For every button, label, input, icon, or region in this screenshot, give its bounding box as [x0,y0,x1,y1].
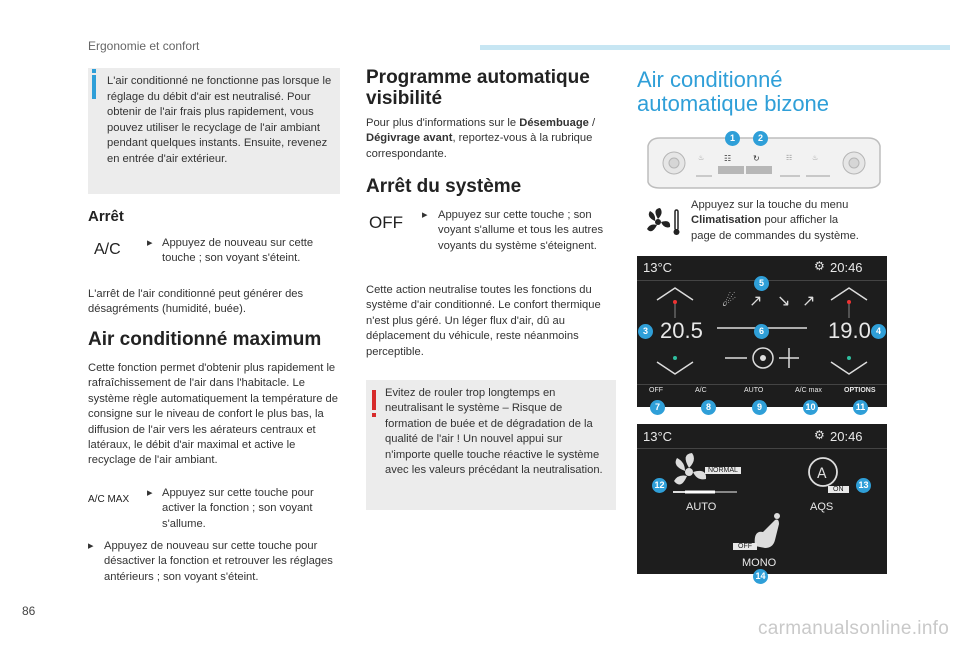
warning-text: Evitez de rouler trop longtemps en neutralisant le système – Risque de formation de buée et de dégradation de la qualité de l'air ! Un nouvel appui sur n'importe quelle touche réactive le système avec les valeurs précédant la neutralisation. [385,387,603,477]
bullet-icon: ▸ [422,209,428,221]
mono-off-badge: OFF [733,543,757,550]
settings-gear-icon[interactable]: ⚙ [814,428,825,442]
prog-auto-title: Programme automatique visibilité [366,67,590,109]
bizone-title-line2: automatique bizone [637,91,830,116]
arret-systeme-step: Appuyez sur cette touche ; son voyant s'allume et tous les autres voyants du système s'éteignent. [438,209,604,252]
outside-temperature: 13°C [643,260,673,275]
bizone-menu-text: Appuyez sur la touche du menu Climatisation pour afficher la page de commandes du système. [691,199,859,242]
ac-key: A/C [94,241,121,258]
prog-auto-body: Pour plus d'informations sur le Désembuage / Dégivrage avant, reportez-vous à la rubrique correspondante. [366,117,596,160]
aqs-label[interactable]: AQS [810,501,834,513]
warning-box [366,380,616,510]
outside-temperature: 13°C [643,429,673,444]
auto-normal-badge: NORMAL [705,467,741,474]
callout-9: 9 [752,400,767,415]
ac-max-body: Cette fonction permet d'obtenir plus rapidement le rafraîchissement de l'air dans l'habitacle. Le système règle automatiquement la température de consigne sur le niveau de confort le plus bas, la diffusion de l'air vers les aérateurs centraux et latéraux, le débit d'air maximal et active le recyclage de l'air ambiant. [88,362,338,467]
callout-7: 7 [650,400,665,415]
callout-14: 14 [753,569,768,584]
callout-5: 5 [754,276,769,291]
bizone-title-line1: Air conditionné [637,67,783,92]
screen-auto-button[interactable]: AUTO [744,387,764,394]
arret-systeme-body: Cette action neutralise toutes les fonctions du système d'air conditionné. Le confort thermique n'est plus géré. Un léger flux d'air, dû au déplacement du véhicule, reste néanmoins perceptible. [366,284,601,358]
callout-6: 6 [754,324,769,339]
svg-text:A: A [817,466,827,482]
callout-2: 2 [753,131,768,146]
arret-step: Appuyez de nouveau sur cette touche ; son voyant s'éteint. [162,237,314,265]
arret-title: Arrêt [88,208,124,225]
off-key: OFF [369,213,403,232]
svg-text:↗: ↗ [749,291,763,310]
svg-text:♨: ♨ [812,154,819,162]
screen-acmax-button[interactable]: A/C max [795,387,822,394]
mono-label[interactable]: MONO [742,557,777,569]
svg-text:☷: ☷ [724,154,732,163]
climate-screen-options [637,424,887,574]
arret-note: L'arrêt de l'air conditionné peut générer des désagréments (humidité, buée). [88,288,304,316]
screen-ac-button[interactable]: A/C [695,387,707,394]
info-box [88,68,340,194]
right-temperature[interactable]: 19.0 [828,318,871,343]
svg-text:↗: ↗ [802,291,816,310]
callout-3: 3 [638,324,653,339]
bullet-icon: ▸ [88,540,94,552]
screen2-options-graphic [637,450,887,574]
svg-text:↘: ↘ [777,291,791,310]
aqs-on-badge: ON [828,486,849,493]
chapter-bar [480,45,950,50]
watermark: carmanualsonline.info [758,618,950,639]
clock: 20:46 [830,260,863,275]
svg-text:↻: ↻ [753,154,760,163]
warning-icon [372,390,376,410]
clock: 20:46 [830,429,863,444]
page-number: 86 [22,604,36,618]
svg-text:☄: ☄ [722,291,737,310]
climate-menu-icon [644,205,686,239]
callout-13: 13 [856,478,871,493]
svg-text:♨: ♨ [698,154,705,162]
auto-label[interactable]: AUTO [686,501,717,513]
info-text: L'air conditionné ne fonctionne pas lorsque le réglage du débit d'air est neutralisé. Pour obtenir de l'air frais plus rapidement, vous pouvez utiliser le recyclage de l'air ambiant pendant quelques instants. Ensuite, revenez en entrée d'air extérieur. [107,75,332,165]
callout-4: 4 [871,324,886,339]
callout-1: 1 [725,131,740,146]
ac-max-key: A/C MAX [88,494,130,505]
ac-max-step1: Appuyez sur cette touche pour activer la fonction ; son voyant s'allume. [162,487,314,530]
ac-max-title: Air conditionné maximum [88,329,322,350]
bullet-icon: ▸ [147,237,153,249]
ac-max-step2: Appuyez de nouveau sur cette touche pour désactiver la fonction et retrouver les réglages antérieurs ; son voyant s'éteint. [104,540,333,583]
screen-off-button[interactable]: OFF [649,387,663,394]
screen-options-button[interactable]: OPTIONS [844,387,876,394]
svg-text:☷: ☷ [786,154,793,162]
settings-gear-icon[interactable]: ⚙ [814,259,825,273]
chapter-title: Ergonomie et confort [88,39,200,53]
callout-12: 12 [652,478,667,493]
info-icon [92,75,96,99]
left-temperature[interactable]: 20.5 [660,318,703,343]
bullet-icon: ▸ [147,487,153,499]
arret-systeme-title: Arrêt du système [366,176,522,197]
callout-8: 8 [701,400,716,415]
callout-10: 10 [803,400,818,415]
callout-11: 11 [853,400,868,415]
